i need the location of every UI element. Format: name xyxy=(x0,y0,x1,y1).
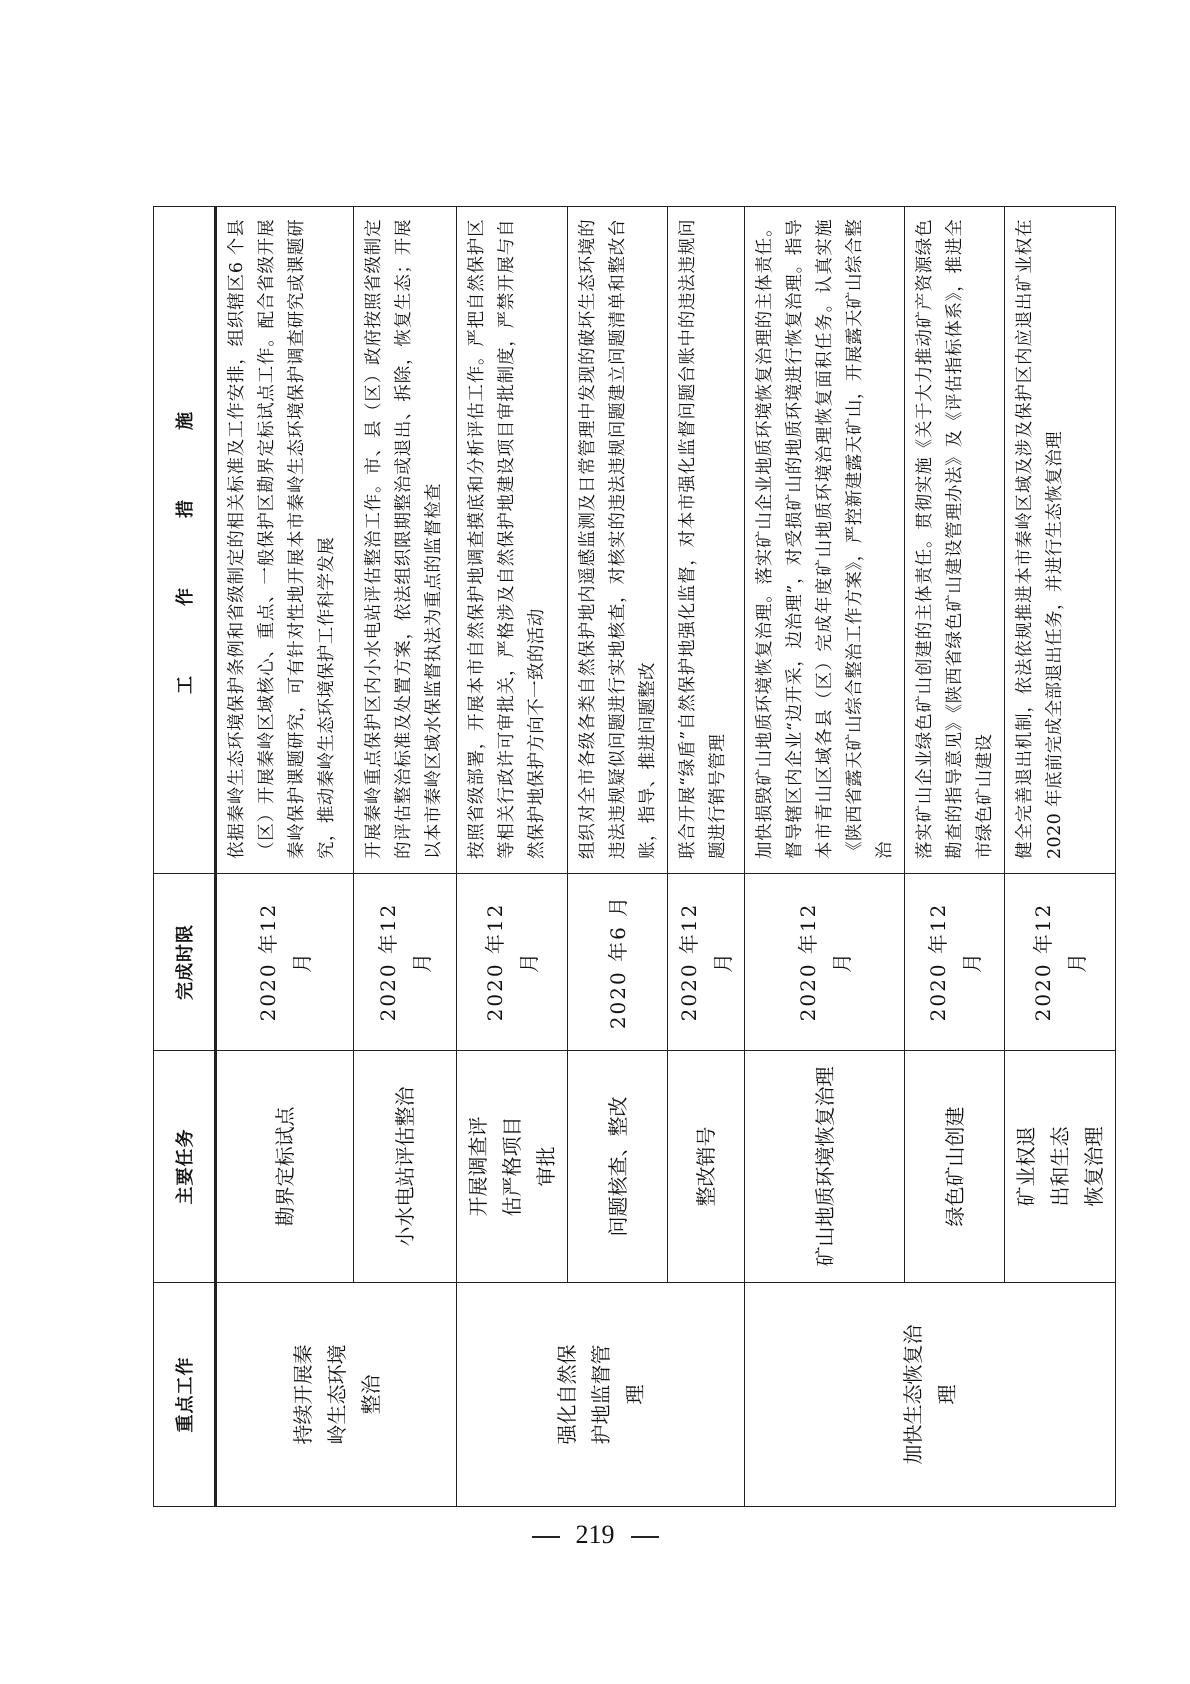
page-number: 219 xyxy=(575,1520,615,1549)
table-row xyxy=(745,207,905,1507)
deadline-cell: 2020 年12 月 xyxy=(216,874,354,1051)
measures-cell: 健全完善退出机制，依法依规推进本市秦岭区域及涉及保护区内应退出矿业权在2020 年底前完成全部退出任务，并进行生态恢复治理 xyxy=(1005,207,1116,874)
rotated-table-page xyxy=(153,207,1106,1507)
task-cell: 整改销号 xyxy=(668,1051,745,1283)
dash-right xyxy=(631,1536,659,1538)
task-cell: 勘界定标试点 xyxy=(216,1051,354,1283)
task-cell: 矿业权退出和生态恢复治理 xyxy=(1005,1051,1116,1283)
deadline-cell: 2020 年12 月 xyxy=(457,874,568,1051)
task-cell: 矿山地质环境恢复治理 xyxy=(745,1051,905,1283)
table-row xyxy=(457,207,568,1507)
header-task: 主要任务 xyxy=(154,1051,216,1283)
table-row xyxy=(216,207,354,1507)
deadline-cell: 2020 年12 月 xyxy=(745,874,905,1051)
page-number-footer xyxy=(0,1520,1190,1550)
measures-cell: 联合开展“绿盾”自然保护地强化监督，对本市强化监督问题台账中的违法违规问题进行销号管理 xyxy=(668,207,745,874)
deadline-cell: 2020 年12 月 xyxy=(354,874,457,1051)
deadline-cell: 2020 年12 月 xyxy=(668,874,745,1051)
task-cell: 绿色矿山创建 xyxy=(905,1051,1005,1283)
table-header-row xyxy=(154,207,216,1507)
header-measures: 工 作 措 施 xyxy=(154,207,216,874)
task-cell: 问题核查、整改 xyxy=(568,1051,668,1283)
header-key-work: 重点工作 xyxy=(154,1283,216,1507)
task-cell: 小水电站评估整治 xyxy=(354,1051,457,1283)
work-plan-table xyxy=(153,206,1116,1507)
deadline-cell: 2020 年12 月 xyxy=(1005,874,1116,1051)
measures-cell: 开展秦岭重点保护区内小水电站评估整治工作。市、县（区）政府按照省级制定的评估整治标准及处置方案，依法组织限期整治或退出、拆除，恢复生态；开展以本市秦岭区域水保监督执法为重点的监督检查 xyxy=(354,207,457,874)
deadline-cell: 2020 年6 月 xyxy=(568,874,668,1051)
measures-cell: 依据秦岭生态环境保护条例和省级制定的相关标准及工作安排，组织辖区6 个县（区）开展秦岭区域核心、重点、一般保护区勘界定标试点工作。配合省级开展秦岭保护课题研究，可有针对性地开展本市秦岭生态环境保护调查研究或课题研究，推动秦岭生态环境保护工作科学发展 xyxy=(216,207,354,874)
key-work-cell: 强化自然保护地监督管理 xyxy=(457,1283,745,1507)
measures-cell: 组织对全市各级各类自然保护地内遥感监测及日常管理中发现的破坏生态环境的违法违规疑似问题进行实地核查，对核实的违法违规问题建立问题清单和整改台账，指导、推进问题整改 xyxy=(568,207,668,874)
dash-left xyxy=(532,1536,560,1538)
task-cell: 开展调查评估严格项目审批 xyxy=(457,1051,568,1283)
header-deadline: 完成时限 xyxy=(154,874,216,1051)
measures-cell: 加快损毁矿山地质环境恢复治理。落实矿山企业地质环境恢复治理的主体责任。督导辖区内企业“边开采，边治理”，对受损矿山的地质环境进行恢复治理。指导本市青山区域各县（区）完成年度矿山地质环境治理恢复面积任务。认真实施《陕西省露天矿山综合整治工作方案》，严控新建露天矿山，开展露天矿山综合整治 xyxy=(745,207,905,874)
key-work-cell: 加快生态恢复治理 xyxy=(745,1283,1116,1507)
deadline-cell: 2020 年12 月 xyxy=(905,874,1005,1051)
key-work-cell: 持续开展秦岭生态环境整治 xyxy=(216,1283,457,1507)
measures-cell: 按照省级部署，开展本市自然保护地调查摸底和分析评估工作。严把自然保护区等相关行政许可审批关，严格涉及自然保护地建设项目审批制度，严禁开展与自然保护地保护方向不一致的活动 xyxy=(457,207,568,874)
measures-cell: 落实矿山企业绿色矿山创建的主体责任。贯彻实施《关于大力推动矿产资源绿色勘查的指导意见》《陕西省绿色矿山建设管理办法》及《评估指标体系》，推进全市绿色矿山建设 xyxy=(905,207,1005,874)
